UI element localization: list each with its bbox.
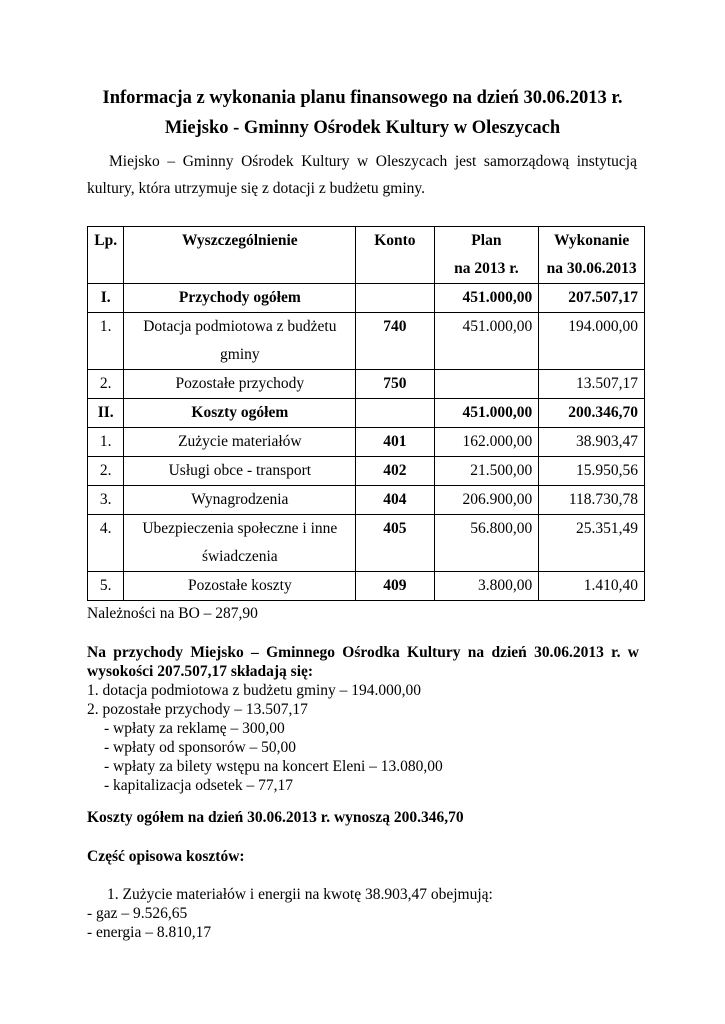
revenue-subitem: - wpłaty za bilety wstępu na koncert Eleni – 13.080,00 <box>104 758 443 775</box>
table-row <box>88 572 645 601</box>
cell-lp: 2. <box>88 370 124 399</box>
institution-name: Miejsko - Gminny Ośrodek Kultury w Oleszycach <box>164 118 561 138</box>
cell-name: Zużycie materiałów <box>124 428 356 457</box>
revenue-subitem: - wpłaty od sponsorów – 50,00 <box>104 739 297 756</box>
cell-exec: 38.903,47 <box>539 428 645 457</box>
header-name: Wyszczególnienie <box>124 227 356 284</box>
cell-plan: 451.000,00 <box>434 399 539 428</box>
cell-exec: 25.351,49 <box>539 515 645 572</box>
header-exec-line2: na 30.06.2013 <box>546 260 637 277</box>
cell-name: Usługi obce - transport <box>124 457 356 486</box>
table-row <box>88 486 645 515</box>
header-plan <box>434 227 539 284</box>
header-exec-line1: Wykonanie <box>554 232 630 249</box>
cell-plan: 162.000,00 <box>434 428 539 457</box>
cell-exec: 13.507,17 <box>539 370 645 399</box>
cell-plan: 21.500,00 <box>434 457 539 486</box>
cost-subitem-energia: - energia – 8.810,17 <box>87 924 212 941</box>
cell-lp: 2. <box>88 457 124 486</box>
revenue-item-2: 2. pozostałe przychody – 13.507,17 <box>87 701 308 718</box>
header-konto: Konto <box>356 227 434 284</box>
header-plan-line2: na 2013 r. <box>454 260 519 277</box>
revenue-section <box>87 643 639 795</box>
cell-konto <box>356 399 434 428</box>
cost-description-list <box>87 885 639 942</box>
cell-lp: 5. <box>88 572 124 601</box>
cell-lp: II. <box>88 399 124 428</box>
cell-name: Dotacja podmiotowa z budżetu gminy <box>124 313 356 370</box>
revenue-item-1: 1. dotacja podmiotowa z budżetu gminy – 194.000,00 <box>87 682 422 699</box>
cell-lp: 4. <box>88 515 124 572</box>
intro-paragraph: Miejsko – Gminny Ośrodek Kultury w Oleszycach jest samorządową instytucją kultury, która utrzymuje się z dotacji z budżetu gminy. <box>87 153 637 197</box>
cell-exec: 194.000,00 <box>539 313 645 370</box>
cost-subitem-gaz: - gaz – 9.526,65 <box>87 905 188 922</box>
cell-exec: 118.730,78 <box>539 486 645 515</box>
cost-description-heading: Część opisowa kosztów: <box>87 848 245 865</box>
table-row <box>88 515 645 572</box>
cost-item-1: 1. Zużycie materiałów i energii na kwotę 38.903,47 obejmują: <box>107 886 493 903</box>
cell-exec: 15.950,56 <box>539 457 645 486</box>
cell-konto: 401 <box>356 428 434 457</box>
cell-konto: 405 <box>356 515 434 572</box>
cell-name: Pozostałe koszty <box>124 572 356 601</box>
table-header-row <box>88 227 645 284</box>
header-lp: Lp. <box>88 227 124 284</box>
cell-plan: 451.000,00 <box>434 284 539 313</box>
cell-name: Wynagrodzenia <box>124 486 356 515</box>
cell-name: Przychody ogółem <box>124 284 356 313</box>
cell-lp: 3. <box>88 486 124 515</box>
receivables-line: Należności na BO – 287,90 <box>87 605 258 622</box>
cell-lp: I. <box>88 284 124 313</box>
cell-plan: 56.800,00 <box>434 515 539 572</box>
cell-lp: 1. <box>88 313 124 370</box>
cell-exec: 1.410,40 <box>539 572 645 601</box>
cell-konto: 740 <box>356 313 434 370</box>
cell-konto: 404 <box>356 486 434 515</box>
cell-lp: 1. <box>88 428 124 457</box>
header-exec <box>539 227 645 284</box>
revenue-subitem: - wpłaty za reklamę – 300,00 <box>104 720 285 737</box>
cell-konto: 402 <box>356 457 434 486</box>
table-row-przychody-total <box>88 284 645 313</box>
table-row <box>88 370 645 399</box>
financial-table <box>87 226 645 601</box>
cell-konto: 750 <box>356 370 434 399</box>
cell-plan: 206.900,00 <box>434 486 539 515</box>
cell-name: Koszty ogółem <box>124 399 356 428</box>
header-plan-line1: Plan <box>471 232 502 249</box>
table-row <box>88 428 645 457</box>
cell-plan <box>434 370 539 399</box>
costs-total-line: Koszty ogółem na dzień 30.06.2013 r. wynoszą 200.346,70 <box>87 809 464 826</box>
cell-plan: 451.000,00 <box>434 313 539 370</box>
table-row <box>88 457 645 486</box>
document-title: Informacja z wykonania planu finansowego na dzień 30.06.2013 r. <box>102 88 623 108</box>
cell-name: Pozostałe przychody <box>124 370 356 399</box>
cell-exec: 200.346,70 <box>539 399 645 428</box>
revenue-subitem: - kapitalizacja odsetek – 77,17 <box>104 777 293 794</box>
cell-exec: 207.507,17 <box>539 284 645 313</box>
table-row-koszty-total <box>88 399 645 428</box>
revenue-heading: Na przychody Miejsko – Gminnego Ośrodka Kultury na dzień 30.06.2013 r. w wysokości 207.507,17 składają się: <box>87 644 639 680</box>
cell-name: Ubezpieczenia społeczne i inne świadczenia <box>124 515 356 572</box>
cell-plan: 3.800,00 <box>434 572 539 601</box>
cell-konto <box>356 284 434 313</box>
table-row <box>88 313 645 370</box>
cell-konto: 409 <box>356 572 434 601</box>
